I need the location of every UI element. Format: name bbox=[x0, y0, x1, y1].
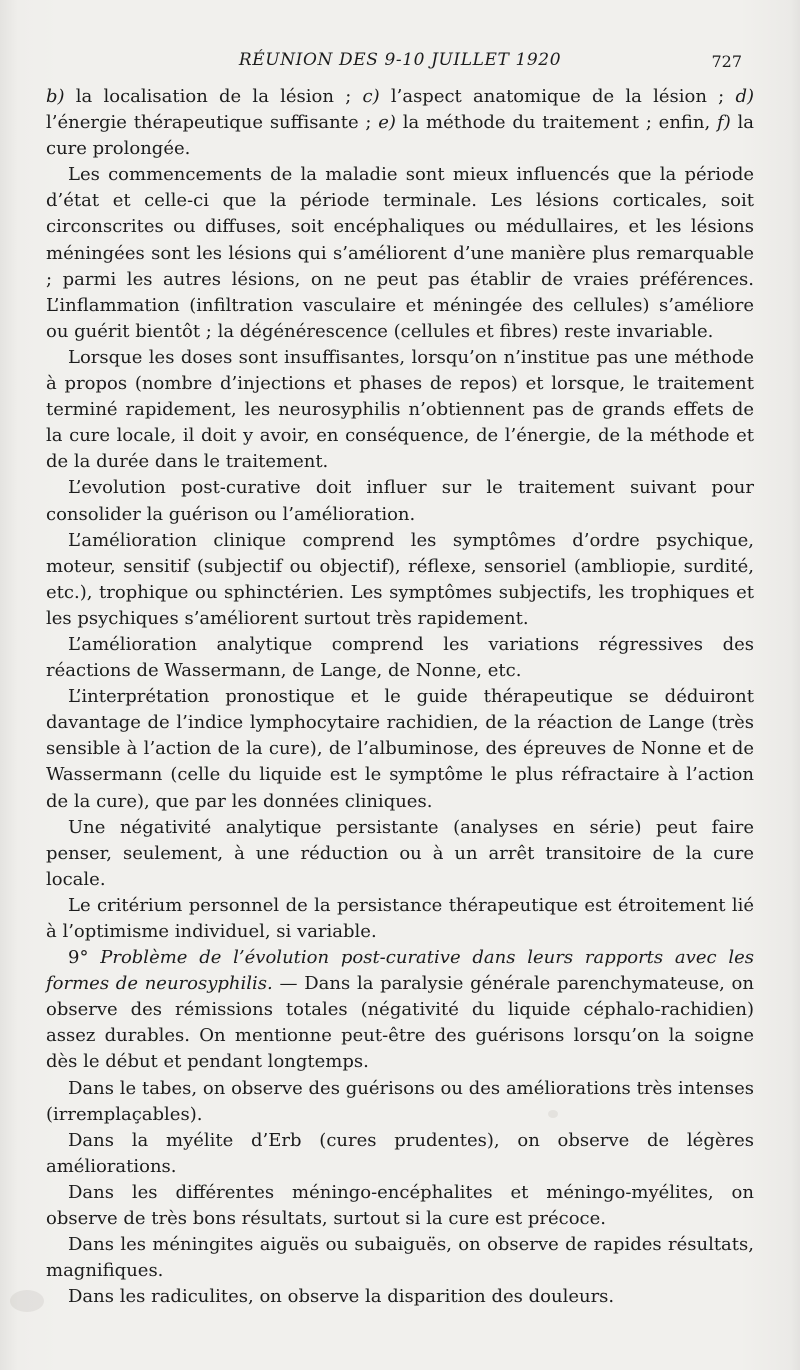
paragraph bbox=[46, 1128, 754, 1180]
text-segment: — Dans la paralysie générale parenchymateuse, on observe des rémissions totales (négativité du liquide céphalo-rachidien) assez durables. On mentionne peut-être des guérisons lorsqu’on la soigne dès le début et pendant longtemps. bbox=[46, 973, 754, 1073]
text-segment: la localisation de la lésion ; bbox=[64, 86, 363, 107]
text-segment: la méthode du traitement ; enfin, bbox=[395, 112, 718, 134]
text-segment: Les commencements de la maladie sont mieux influencés que la période d’état et celle-ci que la période terminale. Les lésions corticales, soit circonscrites ou diffuses, soit encéphaliques ou médullaires, et les lésions méningées sont les lésions qui s’améliorent d’une manière plus remarquable ; parmi les autres lésions, on ne peut pas établir de vraies préférences. L’inflammation (infiltration vasculaire et méningée des cellules) s’améliore ou guérit bientôt ; la dégénérescence (cellules et fibres) reste invariable. bbox=[46, 164, 754, 342]
italic-text: Problème de l’évolution post-curative dans leurs rapports avec les formes de neurosyphilis. bbox=[46, 947, 754, 995]
text-segment: L’amélioration analytique comprend les variations régressives des réactions de Wassermann, de Lange, de Nonne, etc. bbox=[46, 633, 754, 682]
paragraph bbox=[46, 162, 754, 345]
text-segment: l’énergie thérapeutique suffisante ; bbox=[46, 112, 379, 134]
text-segment: la cure prolongée. bbox=[46, 112, 754, 160]
text-segment: Dans les différentes méningo-encéphalites et méningo-myélites, on observe de très bons résultats, surtout si la cure est précoce. bbox=[46, 1181, 754, 1230]
paragraph bbox=[46, 1284, 754, 1310]
text-segment: Dans les méningites aiguës ou subaiguës, on observe de rapides résultats, magnifiques. bbox=[46, 1234, 754, 1282]
text-segment: L’amélioration clinique comprend les symptômes d’ordre psychique, moteur, sensitif (subjectif ou objectif), réflexe, sensoriel (ambliopie, surdité, etc.), trophique ou sphinctérien. Les symptômes subjectifs, les trophiques et les psychiques s’améliorent surtout très rapidement. bbox=[46, 529, 754, 629]
paragraph bbox=[46, 84, 754, 162]
text-segment: L’interprétation pronostique et le guide thérapeutique se déduiront davantage de l’indice lymphocytaire rachidien, de la réaction de Lange (très sensible à l’action de la cure), de l’albuminose, des épreuves de Nonne et de Wassermann (celle du liquide est le symptôme le plus réfractaire à l’action de la cure), que par les données cliniques. bbox=[46, 686, 754, 812]
text-segment: Dans le tabes, on observe des guérisons ou des améliorations très intenses (irremplaçables). bbox=[46, 1077, 754, 1125]
paragraph bbox=[46, 1232, 754, 1284]
paragraph bbox=[46, 1076, 754, 1128]
text-segment: Lorsque les doses sont insuffisantes, lorsqu’on n’institue pas une méthode à propos (nombre d’injections et phases de repos) et lorsque, le traitement terminé rapidement, les neurosyphilis n’obtiennent pas de grands effets de la cure locale, il doit y avoir, en conséquence, de l’énergie, de la méthode et de la durée dans le traitement. bbox=[46, 346, 754, 473]
paragraph bbox=[46, 528, 754, 632]
paragraph bbox=[46, 475, 754, 527]
text-segment: 9° bbox=[68, 947, 101, 969]
paragraph bbox=[46, 345, 754, 475]
paragraph bbox=[46, 684, 754, 814]
text-segment: l’aspect anatomique de la lésion ; bbox=[379, 86, 736, 107]
paragraph bbox=[46, 893, 754, 945]
text-segment: L’evolution post-curative doit influer sur le traitement suivant pour consolider la guérison ou l’amélioration. bbox=[46, 477, 754, 525]
italic-text: b) bbox=[46, 86, 65, 107]
italic-text: f) bbox=[717, 112, 731, 134]
paragraph bbox=[46, 1180, 754, 1232]
text-segment: Dans les radiculites, on observe la disparition des douleurs. bbox=[68, 1286, 615, 1308]
text-segment: Dans la myélite d’Erb (cures prudentes), on observe de légères améliorations. bbox=[46, 1129, 754, 1177]
italic-text: c) bbox=[362, 86, 380, 107]
page-number: 727 bbox=[711, 52, 742, 71]
paragraph bbox=[46, 815, 754, 893]
paragraph bbox=[46, 632, 754, 684]
text-segment: Une négativité analytique persistante (analyses en série) peut faire penser, seulement, à une réduction ou à un arrêt transitoire de la cure locale. bbox=[46, 816, 754, 890]
italic-text: d) bbox=[735, 86, 754, 107]
running-header bbox=[0, 50, 800, 74]
text-body bbox=[46, 84, 754, 1310]
running-title: RÉUNION DES 9-10 JUILLET 1920 bbox=[238, 50, 562, 70]
paragraph bbox=[46, 945, 754, 1075]
paper-stain bbox=[10, 1290, 44, 1312]
italic-text: e) bbox=[378, 112, 396, 134]
text-segment: Le critérium personnel de la persistance thérapeutique est étroitement lié à l’optimisme individuel, si variable. bbox=[46, 894, 754, 942]
